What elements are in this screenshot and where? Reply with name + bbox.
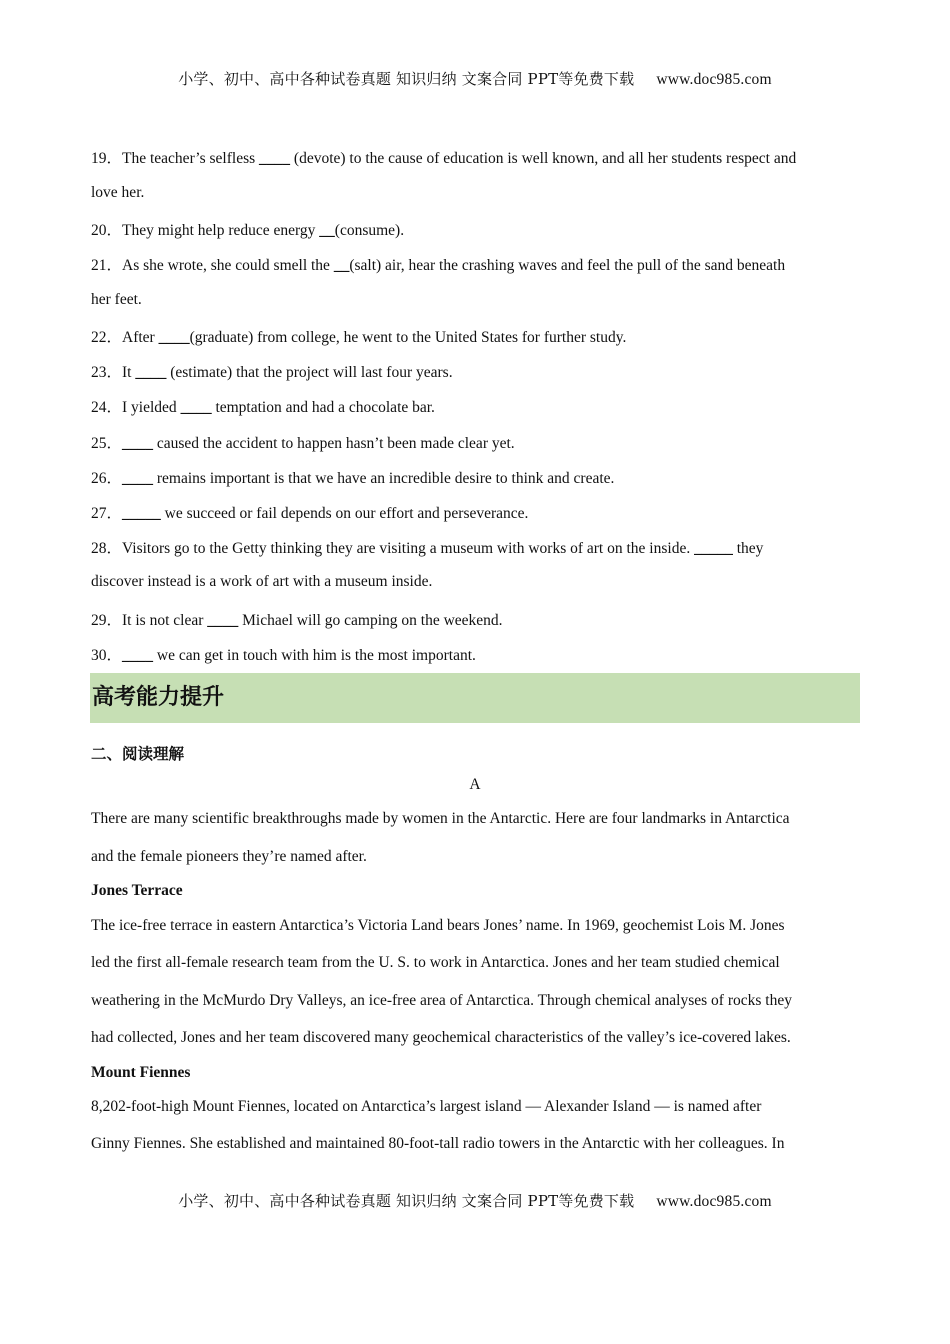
question-30: 30．____ we can get in touch with him is the most important. [91,647,476,664]
question-27: 27．_____ we succeed or fail depends on our effort and perseverance. [91,505,529,522]
answer-blank[interactable]: ____ [122,435,154,452]
section-band-title: 高考能力提升 [90,673,860,723]
answer-blank[interactable]: ____ [122,647,154,664]
question-25: 25．____ caused the accident to happen hasn’t been made clear yet. [91,435,515,452]
question-19-cont: love her. [91,184,145,201]
answer-blank[interactable]: ____ [158,329,190,346]
header-text: 小学、初中、高中各种试卷真题 知识归纳 文案合同 PPT等免费下载 [178,70,635,88]
question-29: 29．It is not clear ____ Michael will go camping on the weekend. [91,612,503,629]
header-site-link[interactable]: www.doc985.com [656,71,772,88]
footer-text: 小学、初中、高中各种试卷真题 知识归纳 文案合同 PPT等免费下载 [178,1192,635,1210]
paragraph-fiennes-line-1: 8,202-foot-high Mount Fiennes, located on Antarctica’s largest island — Alexander Island — is named after [91,1098,762,1115]
answer-blank[interactable]: _____ [122,505,161,522]
question-21-cont: her feet. [91,291,142,308]
paragraph-jones-line-4: had collected, Jones and her team discovered many geochemical characteristics of the valley’s ice-covered lakes. [91,1029,791,1046]
passage-intro-line-1: There are many scientific breakthroughs made by women in the Antarctic. Here are four landmarks in Antarctica [91,810,790,827]
paragraph-fiennes-line-2: Ginny Fiennes. She established and maintained 80-foot-tall radio towers in the Antarctic with her colleagues. In [91,1135,785,1152]
question-19: 19．The teacher’s selfless ____ (devote) to the cause of education is well known, and all her students respect and [91,150,797,167]
answer-blank[interactable]: _____ [694,540,733,557]
heading-mount-fiennes: Mount Fiennes [91,1064,191,1081]
question-21: 21．As she wrote, she could smell the __(salt) air, hear the crashing waves and feel the pull of the sand beneath [91,257,786,274]
page-header [0,68,950,89]
answer-blank[interactable]: __ [333,257,350,274]
heading-jones-terrace: Jones Terrace [91,882,183,899]
answer-blank[interactable]: ____ [207,612,239,629]
answer-blank[interactable]: ____ [180,399,212,416]
footer-site-link[interactable]: www.doc985.com [656,1193,772,1210]
paragraph-jones-line-2: led the first all-female research team from the U. S. to work in Antarctica. Jones and her team studied chemical [91,954,780,971]
question-20: 20．They might help reduce energy __(consume). [91,222,405,239]
question-23: 23．It ____ (estimate) that the project will last four years. [91,364,453,381]
page-footer [0,1190,950,1211]
answer-blank[interactable]: ____ [135,364,167,381]
paragraph-jones-line-1: The ice-free terrace in eastern Antarctica’s Victoria Land bears Jones’ name. In 1969, geochemist Lois M. Jones [91,917,785,934]
answer-blank[interactable]: ____ [259,150,291,167]
question-24: 24．I yielded ____ temptation and had a chocolate bar. [91,399,435,416]
question-26: 26．____ remains important is that we have an incredible desire to think and create. [91,470,615,487]
question-28: 28．Visitors go to the Getty thinking they are visiting a museum with works of art on the inside. _____ they [91,540,764,557]
answer-blank[interactable]: __ [319,222,335,239]
question-22: 22．After ____(graduate) from college, he went to the United States for further study. [91,329,627,346]
paragraph-jones-line-3: weathering in the McMurdo Dry Valleys, an ice-free area of Antarctica. Through chemical analyses of rocks they [91,992,792,1009]
question-28-cont: discover instead is a work of art with a museum inside. [91,573,433,590]
section-title: 二、阅读理解 [91,745,185,763]
answer-blank[interactable]: ____ [122,470,154,487]
passage-intro-line-2: and the female pioneers they’re named after. [91,848,367,865]
passage-label: A [469,776,481,793]
